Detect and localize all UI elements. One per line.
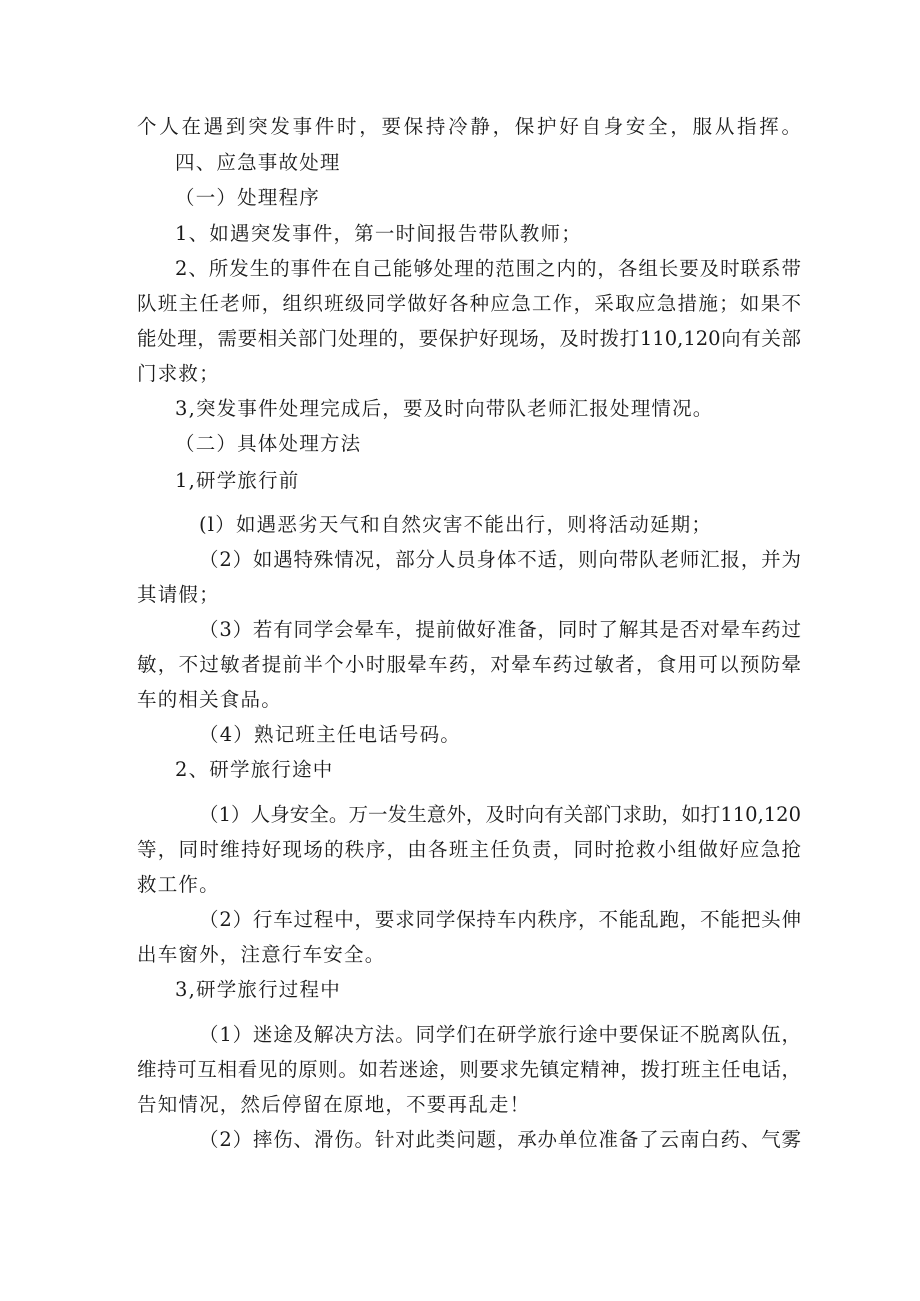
- section-heading: 四、应急事故处理: [175, 151, 341, 174]
- paragraph-line: 队班主任老师，组织班级同学做好各种应急工作，采取应急措施；如果不: [137, 292, 801, 315]
- paragraph-line: 3,突发事件处理完成后，要及时向带队老师汇报处理情况。: [175, 397, 714, 420]
- paragraph-line: 能处理，需要相关部门处理的，要保护好现场，及时拨打110,120向有关部: [137, 327, 801, 350]
- paragraph-line: 等，同时维持好现场的秩序，由各班主任负责，同时抢救小组做好应急抢: [137, 838, 801, 861]
- paragraph-line: 1、如遇突发事件，第一时间报告带队教师；: [175, 222, 582, 245]
- paragraph-line: 门求救；: [137, 362, 220, 385]
- paragraph-line: （4）熟记班主任电话号码。: [199, 723, 462, 746]
- subsection-heading: （二）具体处理方法: [175, 432, 362, 455]
- paragraph-line: 维持可互相看见的原则。如若迷途，则要求先镇定精神，拨打班主任电话，: [137, 1058, 801, 1081]
- paragraph-line: 告知情况，然后停留在原地，不要再乱走！: [137, 1093, 531, 1116]
- paragraph-line: （3）若有同学会晕车，提前做好准备，同时了解其是否对晕车药过: [199, 618, 801, 641]
- paragraph-line: （2）如遇特殊情况，部分人员身体不适，则向带队老师汇报，并为: [199, 548, 801, 571]
- item-heading: 1,研学旅行前: [175, 469, 300, 492]
- paragraph-line: （2）行车过程中，要求同学保持车内秩序，不能乱跑，不能把头伸: [199, 908, 801, 931]
- paragraph-line: 救工作。: [137, 873, 220, 896]
- paragraph-line: (l）如遇恶劣天气和自然灾害不能出行，则将活动延期；: [199, 513, 713, 536]
- paragraph-line: 个人在遇到突发事件时，要保持冷静，保护好自身安全，服从指挥。: [137, 115, 801, 138]
- paragraph-line: 2、所发生的事件在自己能够处理的范围之内的，各组长要及时联系带: [175, 257, 801, 280]
- paragraph-line: 出车窗外，注意行车安全。: [137, 943, 386, 966]
- paragraph-line: （2）摔伤、滑伤。针对此类问题，承办单位准备了云南白药、气雾: [199, 1128, 801, 1151]
- paragraph-line: （1）人身安全。万一发生意外，及时向有关部门求助，如打110,120: [199, 803, 801, 826]
- paragraph-line: （1）迷途及解决方法。同学们在研学旅行途中要保证不脱离队伍，: [199, 1023, 801, 1046]
- paragraph-line: 车的相关食品。: [137, 688, 282, 711]
- paragraph-line: 敏，不过敏者提前半个小时服晕车药，对晕车药过敏者，食用可以预防晕: [137, 653, 801, 676]
- subsection-heading: （一）处理程序: [175, 186, 320, 209]
- paragraph-line: 其请假；: [137, 583, 220, 606]
- item-heading: 2、研学旅行途中: [175, 758, 334, 781]
- item-heading: 3,研学旅行过程中: [175, 978, 341, 1001]
